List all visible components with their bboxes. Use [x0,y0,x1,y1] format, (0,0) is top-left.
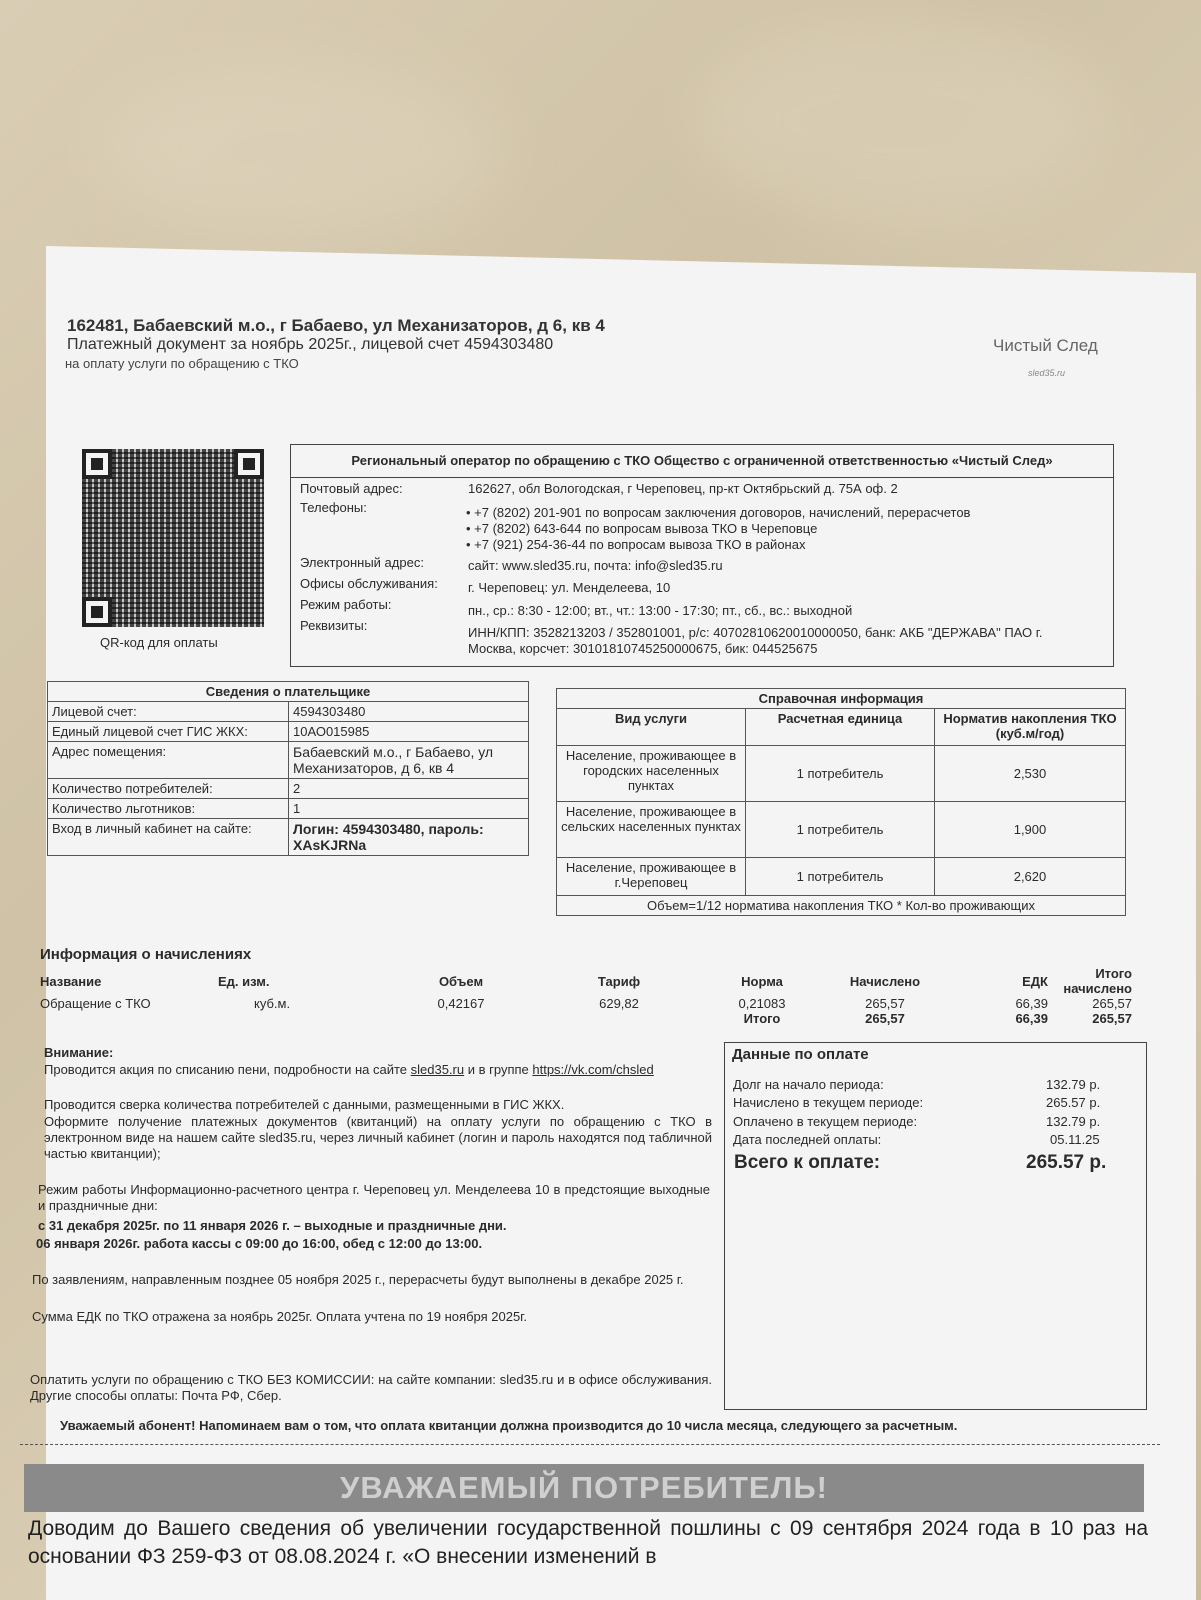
operator-label: Офисы обслуживания: [300,576,438,591]
payer-value: 1 [289,799,529,819]
operator-label: Телефоны: [300,500,367,515]
operator-email[interactable]: сайт: www.sled35.ru, почта: info@sled35.ru [468,558,723,573]
reference-title: Справочная информация [557,689,1126,709]
payer-value: 4594303480 [289,702,529,722]
reference-cell: 1 потребитель [746,746,935,802]
reference-cell: 1,900 [935,802,1126,858]
charges-total-label: Итого [743,1011,781,1026]
site-link[interactable]: sled35.ru [410,1062,465,1077]
notes-promo-text: и в группе [464,1062,533,1077]
payer-address-header: 162481, Бабаевский м.о., г Бабаево, ул Механизаторов, д 6, кв 4 [67,316,605,335]
payment-value: 05.11.25 [1050,1132,1100,1147]
operator-label: Почтовый адрес: [300,481,403,496]
payment-reminder: Уважаемый абонент! Напоминаем вам о том, что оплата квитанции должна производится до 10 числа месяца, следующего за расчетным. [60,1418,958,1433]
charges-total-edk: 66,39 [1015,1011,1048,1026]
operator-value: • +7 (8202) 201-901 по вопросам заключения договоров, начислений, перерасчетов [466,505,971,520]
qr-finder-icon [82,597,112,627]
operator-value: г. Череповец: ул. Менделеева, 10 [468,580,671,595]
payer-value: Бабаевский м.о., г Бабаево, ул Механизаторов, д 6, кв 4 [289,742,529,779]
payment-total-label: Всего к оплате: [734,1152,881,1173]
document-subtitle: на оплату услуги по обращению с ТКО [65,356,299,371]
payment-label: Долг на начало периода: [733,1077,884,1092]
operator-label: Электронный адрес: [300,555,424,570]
payment-total-value: 265.57 р. [1026,1152,1107,1173]
charges-cell: 265,57 [865,996,905,1011]
reference-table [556,688,1126,916]
notes-text: По заявлениям, направленным позднее 05 ноября 2025 г., перерасчеты будут выполнены в декабре 2025 г. [32,1272,684,1287]
cut-line [20,1444,1160,1445]
reference-cell: Население, проживающее в городских населенных пунктах [557,746,746,802]
notes-text: 06 января 2026г. работа кассы с 09:00 до 16:00, обед с 12:00 до 13:00. [36,1236,483,1251]
operator-title: Региональный оператор по обращению с ТКО Общество с ограниченной ответственностью «Чистый След» [291,445,1113,478]
reference-footnote: Объем=1/12 норматива накопления ТКО * Кол-во проживающих [557,896,1126,916]
background-stain [700,20,1100,220]
document-title: Платежный документ за ноябрь 2025г., лицевой счет 4594303480 [67,336,554,353]
payment-label: Оплачено в текущем периоде: [733,1114,918,1129]
charges-col-header: Объем [438,973,484,989]
reference-cell: 1 потребитель [746,802,935,858]
operator-value: • +7 (921) 254-36-44 по вопросам вывоза ТКО в районах [466,537,806,552]
payment-title: Данные по оплате [732,1046,869,1063]
notes-heading: Внимание: [44,1045,114,1060]
reference-col-header: Вид услуги [557,709,746,746]
notes-promo-text: Проводится акция по списанию пени, подробности на сайте [44,1062,411,1077]
charges-cell: 629,82 [599,996,639,1011]
payment-qr-code[interactable] [82,449,264,627]
reference-cell: 2,620 [935,858,1126,896]
charges-cell: 0,21083 [738,996,786,1011]
charges-cell: 265,57 [1092,996,1132,1011]
charges-col-header: Норма [741,973,783,989]
vk-link[interactable]: https://vk.com/chsled [532,1062,654,1077]
notice-text: Доводим до Вашего сведения об увеличении государственной пошлины с 09 сентября 2024 года в 10 раз на основании ФЗ 259-ФЗ от 08.08.2024 г. «О внесении изменений в [28,1517,1148,1568]
charges-title: Информация о начислениях [40,946,252,963]
charges-col-header: ЕДК [1022,973,1048,989]
reference-cell: Население, проживающее в г.Череповец [557,858,746,896]
charges-table [36,966,1136,1026]
notes-text: Оформите получение платежных документов (квитанций) на оплату услуги по обращению с ТКО в электронном виде на нашем сайте sled35.ru, через личный кабинет (логин и пароль находятся под табличной частью квитанции); [44,1114,712,1161]
notes-promo [44,1062,712,1078]
charges-cell: куб.м. [254,996,291,1011]
payer-label: Количество льготников: [48,799,289,819]
charges-col-header: Название [40,973,102,989]
payer-label: Адрес помещения: [48,742,289,779]
payer-value: 2 [289,779,529,799]
reference-cell: 2,530 [935,746,1126,802]
charges-cell: 66,39 [1015,996,1048,1011]
company-logo-site: sled35.ru [1028,368,1066,378]
notes-text: с 31 декабря 2025г. по 11 января 2026 г. – выходные и праздничные дни. [38,1218,507,1233]
reference-col-header: Норматив накопления ТКО (куб.м/год) [935,709,1126,746]
background-stain [100,60,500,240]
payer-label: Лицевой счет: [48,702,289,722]
notes-text: Проводится сверка количества потребителей с данными, размещенными в ГИС ЖКХ. [44,1097,565,1112]
charges-total-sum: 265,57 [1092,1011,1132,1026]
notes-text: Оплатить услуги по обращению с ТКО БЕЗ КОМИССИИ: на сайте компании: sled35.ru и в офисе обслуживания. Другие способы оплаты: Почта РФ, Сбер. [30,1372,712,1403]
operator-value: Москва, корсчет: 30101810745250000675, бик: 044525675 [468,641,818,656]
payer-table-title: Сведения о плательщике [48,682,529,702]
qr-finder-icon [82,449,112,479]
charges-col-header: Итого начислено [1063,966,1132,996]
payer-value: 10АО015985 [289,722,529,742]
payer-table [47,681,529,856]
reference-cell: Население, проживающее в сельских населенных пунктах [557,802,746,858]
payer-label: Количество потребителей: [48,779,289,799]
payer-label: Единый лицевой счет ГИС ЖКХ: [48,722,289,742]
payment-value: 265.57 р. [1046,1095,1101,1110]
payment-label: Начислено в текущем периоде: [733,1095,924,1110]
payment-label: Дата последней оплаты: [733,1132,882,1147]
operator-value: ИНН/КПП: 3528213203 / 352801001, р/с: 40702810620010000050, банк: АКБ "ДЕРЖАВА" ПАО г. [468,625,1043,640]
reference-cell: 1 потребитель [746,858,935,896]
qr-finder-icon [234,449,264,479]
operator-value: • +7 (8202) 643-644 по вопросам вывоза ТКО в Череповце [466,521,818,536]
operator-value: 162627, обл Вологодская, г Череповец, пр-кт Октябрьский д. 75А оф. 2 [468,481,898,496]
charges-col-header: Начислено [849,973,921,989]
reference-col-header: Расчетная единица [746,709,935,746]
charges-cell: 0,42167 [437,996,485,1011]
charges-col-header: Ед. изм. [218,973,270,989]
charges-total-accrued: 265,57 [865,1011,905,1026]
charges-col-header: Тариф [597,973,641,989]
notice-banner: УВАЖАЕМЫЙ ПОТРЕБИТЕЛЬ! [24,1464,1144,1512]
payment-value: 132.79 р. [1046,1114,1101,1129]
payment-value: 132.79 р. [1046,1077,1101,1092]
operator-label: Реквизиты: [300,618,368,633]
charges-cell: Обращение с ТКО [40,996,151,1011]
notes-text: Сумма ЕДК по ТКО отражена за ноябрь 2025г. Оплата учтена по 19 ноября 2025г. [32,1309,527,1324]
payer-label: Вход в личный кабинет на сайте: [48,819,289,856]
notes-text: Режим работы Информационно-расчетного центра г. Череповец ул. Менделеева 10 в предстоящие выходные и праздничные дни: [38,1182,710,1213]
payer-login: Логин: 4594303480, пароль: XAsKJRNa [289,819,529,856]
company-logo: Чистый След [993,336,1098,355]
operator-label: Режим работы: [300,597,392,612]
qr-caption: QR-код для оплаты [100,635,218,650]
operator-value: пн., ср.: 8:30 - 12:00; вт., чт.: 13:00 - 17:30; пт., сб., вс.: выходной [468,603,853,618]
